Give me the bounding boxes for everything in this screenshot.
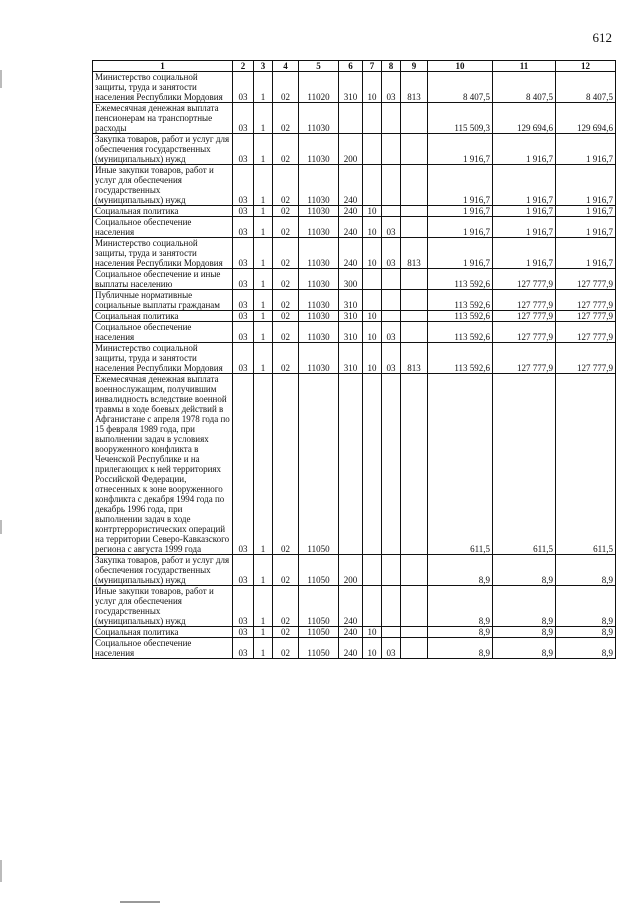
row-name-cell: Публичные нормативные социальные выплаты гражданам <box>93 290 233 311</box>
row-value-cell: 240 <box>339 206 363 217</box>
row-value-cell: 310 <box>339 290 363 311</box>
row-value-cell: 02 <box>273 374 299 555</box>
row-value-cell <box>401 134 428 165</box>
row-value-cell: 127 777,9 <box>556 343 616 374</box>
table-row <box>93 343 616 374</box>
table-row <box>93 206 616 217</box>
row-value-cell: 8,9 <box>493 555 556 586</box>
row-value-cell: 240 <box>339 238 363 269</box>
row-value-cell: 115 509,3 <box>428 103 493 134</box>
row-value-cell <box>363 586 382 627</box>
row-value-cell: 127 777,9 <box>493 269 556 290</box>
row-value-cell: 03 <box>233 343 254 374</box>
row-value-cell: 02 <box>273 322 299 343</box>
row-value-cell: 310 <box>339 322 363 343</box>
budget-table <box>92 60 616 659</box>
row-value-cell <box>401 217 428 238</box>
row-value-cell <box>382 134 401 165</box>
row-value-cell: 127 777,9 <box>556 322 616 343</box>
row-value-cell <box>382 165 401 206</box>
row-value-cell <box>339 103 363 134</box>
column-header: 9 <box>401 61 428 72</box>
table-row <box>93 290 616 311</box>
row-name-cell: Социальное обеспечение населения <box>93 638 233 659</box>
row-value-cell: 10 <box>363 238 382 269</box>
row-value-cell: 02 <box>273 217 299 238</box>
row-value-cell: 310 <box>339 311 363 322</box>
row-value-cell: 127 777,9 <box>493 290 556 311</box>
row-value-cell: 8 407,5 <box>556 72 616 103</box>
row-value-cell: 1 <box>254 103 273 134</box>
row-value-cell: 10 <box>363 343 382 374</box>
table-row <box>93 322 616 343</box>
row-value-cell <box>401 290 428 311</box>
row-value-cell: 11020 <box>299 72 339 103</box>
row-value-cell: 1 <box>254 322 273 343</box>
row-value-cell: 611,5 <box>493 374 556 555</box>
row-value-cell: 03 <box>233 555 254 586</box>
row-value-cell: 11030 <box>299 103 339 134</box>
scan-edge-mark <box>0 520 2 534</box>
row-value-cell: 1 916,7 <box>493 217 556 238</box>
column-header: 4 <box>273 61 299 72</box>
row-value-cell: 1 <box>254 217 273 238</box>
row-value-cell: 1 916,7 <box>428 206 493 217</box>
row-value-cell: 11030 <box>299 134 339 165</box>
row-value-cell: 113 592,6 <box>428 311 493 322</box>
header-row <box>93 61 616 72</box>
row-value-cell: 11030 <box>299 206 339 217</box>
table-row <box>93 217 616 238</box>
row-value-cell: 8,9 <box>556 627 616 638</box>
row-value-cell: 02 <box>273 238 299 269</box>
row-value-cell <box>401 638 428 659</box>
table-row <box>93 627 616 638</box>
row-value-cell: 10 <box>363 627 382 638</box>
row-value-cell: 1 916,7 <box>428 217 493 238</box>
row-value-cell: 8 407,5 <box>493 72 556 103</box>
row-value-cell: 02 <box>273 586 299 627</box>
row-value-cell: 03 <box>233 374 254 555</box>
row-value-cell <box>401 269 428 290</box>
row-value-cell: 1 916,7 <box>493 238 556 269</box>
row-value-cell: 1 <box>254 311 273 322</box>
row-value-cell: 200 <box>339 134 363 165</box>
row-value-cell: 02 <box>273 290 299 311</box>
row-value-cell: 113 592,6 <box>428 343 493 374</box>
scan-bottom-mark <box>120 901 160 903</box>
table-row <box>93 103 616 134</box>
row-name-cell: Социальное обеспечение населения <box>93 217 233 238</box>
row-value-cell: 02 <box>273 638 299 659</box>
row-value-cell <box>363 103 382 134</box>
row-value-cell <box>363 374 382 555</box>
table-row <box>93 238 616 269</box>
row-value-cell: 240 <box>339 627 363 638</box>
row-value-cell <box>382 290 401 311</box>
row-value-cell <box>401 311 428 322</box>
row-value-cell: 1 <box>254 165 273 206</box>
row-value-cell: 10 <box>363 322 382 343</box>
table-row <box>93 586 616 627</box>
row-value-cell: 8,9 <box>428 627 493 638</box>
row-name-cell: Закупка товаров, работ и услуг для обеспечения государственных (муниципальных) нужд <box>93 555 233 586</box>
row-value-cell <box>401 627 428 638</box>
row-value-cell <box>401 586 428 627</box>
row-value-cell: 1 <box>254 134 273 165</box>
row-value-cell <box>382 555 401 586</box>
row-value-cell: 8,9 <box>428 638 493 659</box>
row-value-cell: 1 916,7 <box>428 165 493 206</box>
row-value-cell <box>363 555 382 586</box>
row-value-cell <box>382 269 401 290</box>
row-name-cell: Социальная политика <box>93 206 233 217</box>
row-value-cell <box>382 586 401 627</box>
row-value-cell: 1 <box>254 638 273 659</box>
row-value-cell <box>363 269 382 290</box>
row-value-cell: 240 <box>339 217 363 238</box>
row-value-cell: 127 777,9 <box>493 343 556 374</box>
row-value-cell: 02 <box>273 206 299 217</box>
row-value-cell: 8,9 <box>556 638 616 659</box>
row-name-cell: Иные закупки товаров, работ и услуг для обеспечения государственных (муниципальных) нужд <box>93 165 233 206</box>
row-value-cell <box>401 555 428 586</box>
column-header: 3 <box>254 61 273 72</box>
row-value-cell: 11050 <box>299 627 339 638</box>
column-header: 10 <box>428 61 493 72</box>
row-value-cell: 03 <box>233 311 254 322</box>
row-value-cell: 1 916,7 <box>493 165 556 206</box>
row-value-cell: 10 <box>363 638 382 659</box>
row-value-cell <box>363 134 382 165</box>
row-value-cell <box>363 290 382 311</box>
row-value-cell: 1 <box>254 374 273 555</box>
row-value-cell: 11030 <box>299 217 339 238</box>
row-value-cell: 02 <box>273 555 299 586</box>
row-value-cell <box>401 206 428 217</box>
column-header: 8 <box>382 61 401 72</box>
scan-edge-mark <box>0 70 2 88</box>
row-value-cell: 11050 <box>299 586 339 627</box>
row-value-cell: 8,9 <box>493 638 556 659</box>
row-name-cell: Министерство социальной защиты, труда и занятости населения Республики Мордовия <box>93 238 233 269</box>
row-value-cell <box>382 627 401 638</box>
row-value-cell: 02 <box>273 103 299 134</box>
row-value-cell: 1 916,7 <box>493 134 556 165</box>
row-value-cell: 11030 <box>299 311 339 322</box>
row-name-cell: Социальная политика <box>93 311 233 322</box>
row-value-cell <box>382 311 401 322</box>
row-value-cell: 11030 <box>299 290 339 311</box>
row-value-cell: 1 916,7 <box>556 134 616 165</box>
table-row <box>93 165 616 206</box>
row-value-cell: 200 <box>339 555 363 586</box>
row-value-cell: 129 694,6 <box>493 103 556 134</box>
column-header: 6 <box>339 61 363 72</box>
table-body <box>93 72 616 659</box>
row-value-cell: 113 592,6 <box>428 269 493 290</box>
row-value-cell: 1 <box>254 627 273 638</box>
row-value-cell <box>401 322 428 343</box>
row-value-cell: 8 407,5 <box>428 72 493 103</box>
row-value-cell: 03 <box>382 72 401 103</box>
row-value-cell: 02 <box>273 134 299 165</box>
row-value-cell: 11050 <box>299 638 339 659</box>
row-value-cell: 127 777,9 <box>493 311 556 322</box>
row-value-cell: 1 <box>254 269 273 290</box>
row-value-cell: 1 916,7 <box>493 206 556 217</box>
row-value-cell: 1 <box>254 72 273 103</box>
table-row <box>93 269 616 290</box>
row-value-cell: 03 <box>233 586 254 627</box>
row-value-cell: 611,5 <box>428 374 493 555</box>
row-name-cell: Закупка товаров, работ и услуг для обеспечения государственных (муниципальных) нужд <box>93 134 233 165</box>
column-header: 2 <box>233 61 254 72</box>
row-value-cell: 8,9 <box>493 627 556 638</box>
row-value-cell: 02 <box>273 627 299 638</box>
row-value-cell: 11030 <box>299 269 339 290</box>
row-value-cell: 310 <box>339 343 363 374</box>
row-value-cell: 127 777,9 <box>493 322 556 343</box>
row-value-cell: 127 777,9 <box>556 311 616 322</box>
row-name-cell: Иные закупки товаров, работ и услуг для обеспечения государственных (муниципальных) нужд <box>93 586 233 627</box>
row-value-cell: 10 <box>363 217 382 238</box>
row-name-cell: Министерство социальной защиты, труда и занятости населения Республики Мордовия <box>93 343 233 374</box>
row-value-cell: 8,9 <box>556 555 616 586</box>
row-value-cell: 11030 <box>299 165 339 206</box>
row-value-cell: 8,9 <box>556 586 616 627</box>
row-value-cell: 813 <box>401 72 428 103</box>
row-value-cell: 1 916,7 <box>556 238 616 269</box>
row-value-cell: 113 592,6 <box>428 322 493 343</box>
row-name-cell: Ежемесячная денежная выплата военнослужащим, получившим инвалидность вследствие военной травмы в ходе боевых действий в Афганистане с апреля 1978 года по 15 февраля 1989 года, при выполнении задач в условиях вооруженного конфликта в Чеченской Республике и на прилегающих к ней территориях Российской Федерации, отнесенных к зоне вооруженного конфликта с декабря 1994 года по декабрь 1996 года, при выполнении задач в ходе контртеррористических операций на территории Северо-Кавказского региона с августа 1999 года <box>93 374 233 555</box>
table-row <box>93 638 616 659</box>
row-name-cell: Ежемесячная денежная выплата пенсионерам на транспортные расходы <box>93 103 233 134</box>
column-header: 11 <box>493 61 556 72</box>
row-value-cell <box>401 103 428 134</box>
row-value-cell <box>401 374 428 555</box>
row-value-cell: 10 <box>363 72 382 103</box>
row-value-cell: 03 <box>233 217 254 238</box>
row-value-cell: 11050 <box>299 374 339 555</box>
row-value-cell: 02 <box>273 165 299 206</box>
row-value-cell: 1 <box>254 555 273 586</box>
row-value-cell: 02 <box>273 72 299 103</box>
column-header: 5 <box>299 61 339 72</box>
row-value-cell: 240 <box>339 586 363 627</box>
table-row <box>93 311 616 322</box>
row-value-cell: 8,9 <box>493 586 556 627</box>
row-value-cell: 03 <box>233 238 254 269</box>
row-value-cell: 127 777,9 <box>556 269 616 290</box>
row-value-cell: 02 <box>273 343 299 374</box>
row-value-cell: 113 592,6 <box>428 290 493 311</box>
row-value-cell: 127 777,9 <box>556 290 616 311</box>
row-value-cell: 1 <box>254 586 273 627</box>
row-value-cell: 240 <box>339 638 363 659</box>
column-header: 1 <box>93 61 233 72</box>
table-row <box>93 72 616 103</box>
row-value-cell <box>401 165 428 206</box>
column-header: 7 <box>363 61 382 72</box>
row-value-cell: 02 <box>273 311 299 322</box>
row-value-cell <box>363 165 382 206</box>
row-value-cell: 03 <box>233 72 254 103</box>
row-value-cell: 1 916,7 <box>556 165 616 206</box>
row-name-cell: Социальная политика <box>93 627 233 638</box>
scan-edge-mark <box>0 860 2 882</box>
row-value-cell: 310 <box>339 72 363 103</box>
table-row <box>93 555 616 586</box>
row-value-cell: 8,9 <box>428 555 493 586</box>
row-value-cell: 11030 <box>299 343 339 374</box>
row-value-cell: 240 <box>339 165 363 206</box>
row-value-cell: 03 <box>233 290 254 311</box>
row-value-cell: 813 <box>401 238 428 269</box>
row-value-cell: 300 <box>339 269 363 290</box>
row-value-cell: 03 <box>233 103 254 134</box>
row-value-cell: 02 <box>273 269 299 290</box>
row-value-cell <box>382 103 401 134</box>
row-value-cell: 1 916,7 <box>428 134 493 165</box>
row-value-cell: 1 <box>254 290 273 311</box>
row-value-cell: 03 <box>382 238 401 269</box>
row-value-cell: 03 <box>233 638 254 659</box>
row-value-cell: 1 <box>254 343 273 374</box>
row-value-cell: 1 916,7 <box>428 238 493 269</box>
row-value-cell: 813 <box>401 343 428 374</box>
row-value-cell: 10 <box>363 206 382 217</box>
row-value-cell: 03 <box>233 165 254 206</box>
page-number: 612 <box>592 30 612 45</box>
row-value-cell: 1 916,7 <box>556 217 616 238</box>
table-row <box>93 374 616 555</box>
row-value-cell: 11030 <box>299 322 339 343</box>
row-value-cell: 03 <box>233 206 254 217</box>
table-row <box>93 134 616 165</box>
row-name-cell: Социальное обеспечение населения <box>93 322 233 343</box>
row-value-cell: 03 <box>382 638 401 659</box>
row-value-cell: 03 <box>233 269 254 290</box>
row-value-cell: 11050 <box>299 555 339 586</box>
row-value-cell: 10 <box>363 311 382 322</box>
row-value-cell <box>339 374 363 555</box>
row-value-cell: 03 <box>233 322 254 343</box>
row-value-cell: 611,5 <box>556 374 616 555</box>
column-header: 12 <box>556 61 616 72</box>
row-value-cell: 03 <box>233 627 254 638</box>
row-value-cell: 1 <box>254 206 273 217</box>
row-value-cell: 03 <box>382 217 401 238</box>
row-value-cell <box>382 206 401 217</box>
row-value-cell: 129 694,6 <box>556 103 616 134</box>
row-name-cell: Министерство социальной защиты, труда и занятости населения Республики Мордовия <box>93 72 233 103</box>
row-value-cell: 1 916,7 <box>556 206 616 217</box>
row-name-cell: Социальное обеспечение и иные выплаты населению <box>93 269 233 290</box>
row-value-cell: 03 <box>382 322 401 343</box>
row-value-cell: 8,9 <box>428 586 493 627</box>
row-value-cell: 03 <box>382 343 401 374</box>
row-value-cell: 03 <box>233 134 254 165</box>
row-value-cell: 11030 <box>299 238 339 269</box>
row-value-cell: 1 <box>254 238 273 269</box>
row-value-cell <box>382 374 401 555</box>
